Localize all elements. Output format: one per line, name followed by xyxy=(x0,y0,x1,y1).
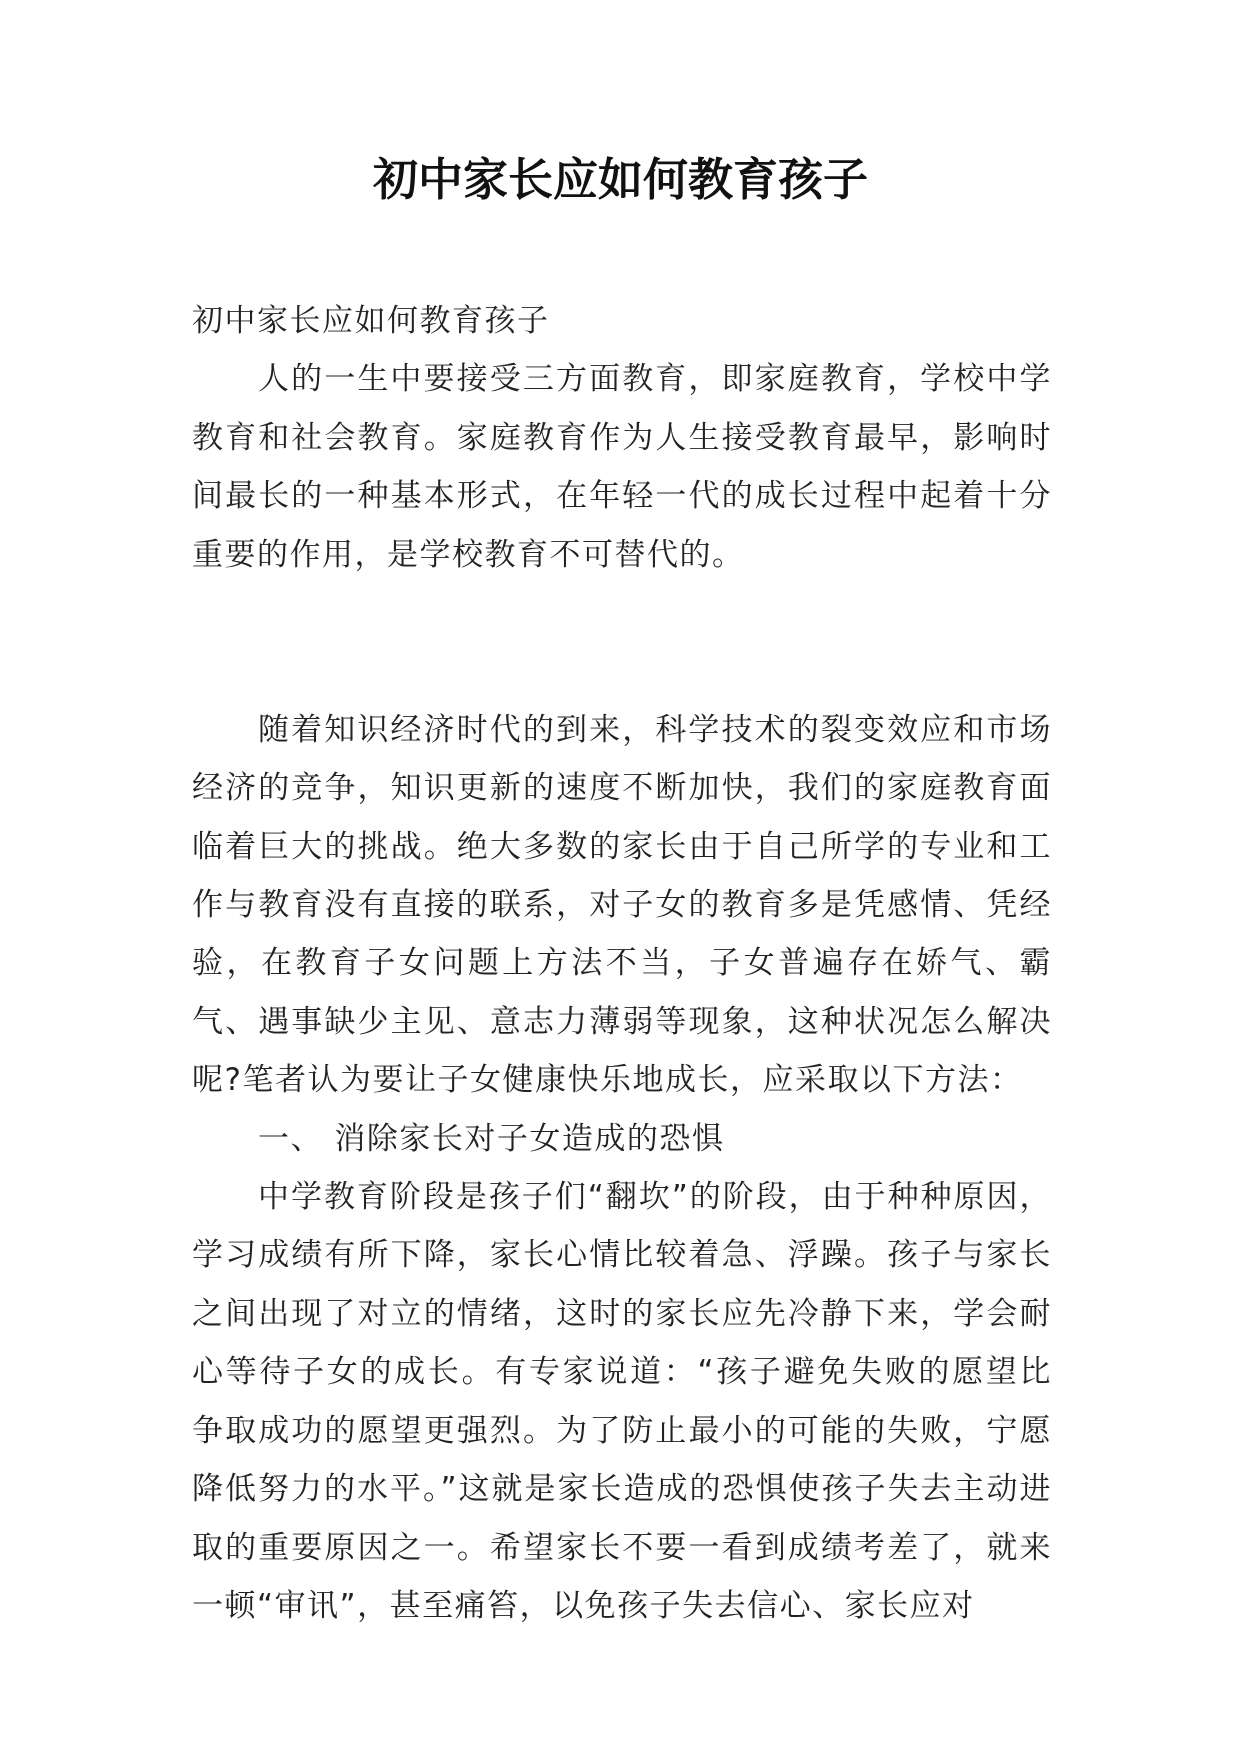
document-body xyxy=(192,292,1052,1635)
document-title: 初中家长应如何教育孩子 xyxy=(372,153,868,206)
subtitle-paragraph: 初中家长应如何教育孩子 xyxy=(192,303,550,339)
body-paragraph-section-1: 中学教育阶段是孩子们“翻坎”的阶段，由于种种原因，学习成绩有所下降，家长心情比较着急、浮躁。孩子与家长之间出现了对立的情绪，这时的家长应先冷静下来，学会耐心等待子女的成长。有专家说道：“孩子避免失败的愿望比争取成功的愿望更强烈。为了防止最小的可能的失败，宁愿降低努力的水平。”这就是家长造成的恐惧使孩子失去主动进取的重要原因之一。希望家长不要一看到成绩考差了，就来一顿“审讯”，甚至痛笞，以免孩子失去信心、家长应对 xyxy=(192,1179,1052,1624)
body-paragraph-challenge: 随着知识经济时代的到来，科学技术的裂变效应和市场经济的竞争，知识更新的速度不断加快，我们的家庭教育面临着巨大的挑战。绝大多数的家长由于自己所学的专业和工作与教育没有直接的联系，对子女的教育多是凭感情、凭经验，在教育子女问题上方法不当，子女普遍存在娇气、霸气、遇事缺少主见、意志力薄弱等现象，这种状况怎么解决呢?笔者认为要让子女健康快乐地成长，应采取以下方法： xyxy=(192,711,1052,1099)
paragraph-spacer xyxy=(192,584,1052,701)
section-heading-1: 一、 消除家长对子女造成的恐惧 xyxy=(258,1120,725,1157)
body-paragraph-intro: 人的一生中要接受三方面教育，即家庭教育，学校中学教育和社会教育。家庭教育作为人生接受教育最早，影响时间最长的一种基本形式，在年轻一代的成长过程中起着十分重要的作用，是学校教育不可替代的。 xyxy=(192,361,1052,573)
